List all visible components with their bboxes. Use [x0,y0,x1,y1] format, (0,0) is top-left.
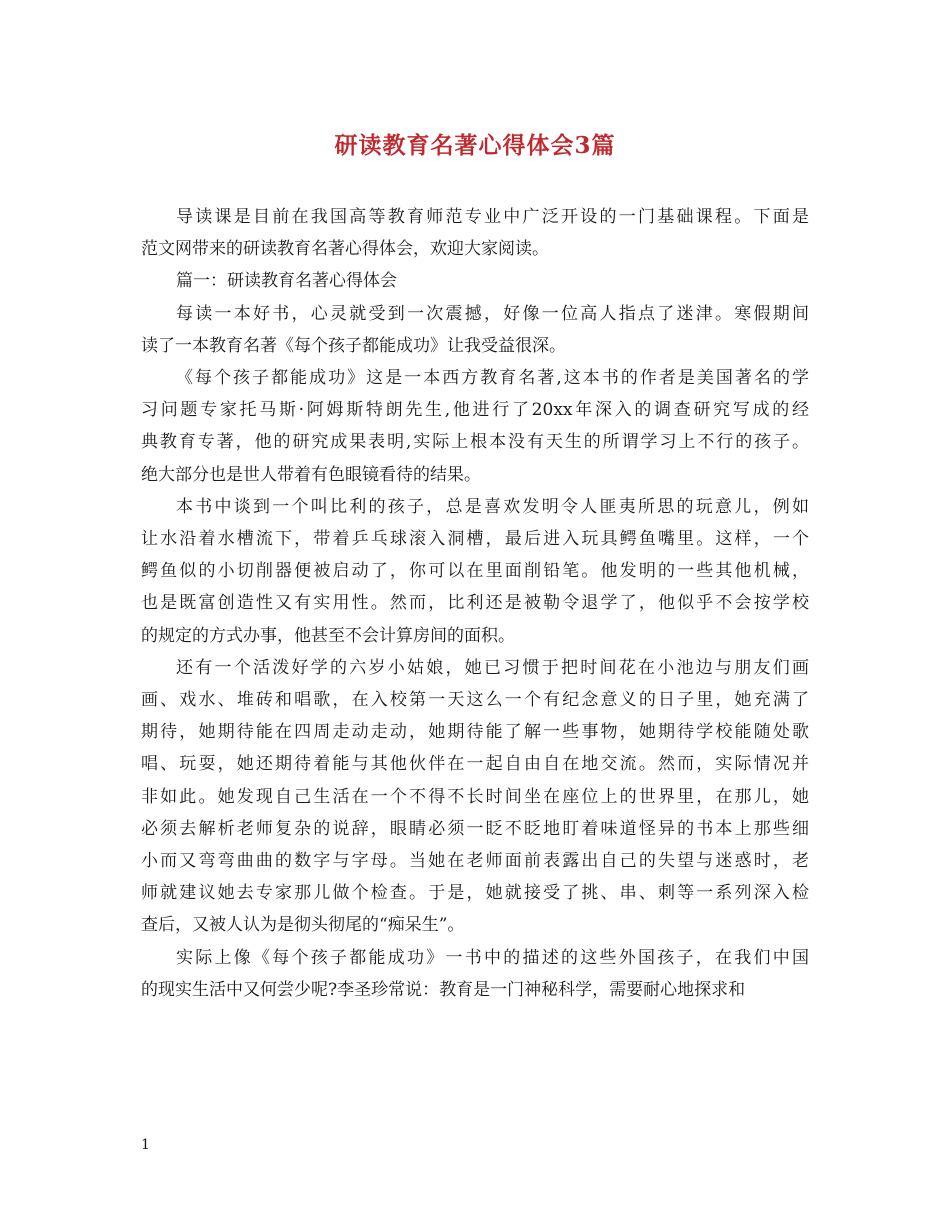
paragraph [141,265,809,297]
document-title: 研读教育名著心得体会3篇 [334,132,616,159]
paragraph-line: 的现实生活中又何尝少呢?李圣珍常说：教育是一门神秘科学，需要耐心地探求和 [141,979,746,1000]
paragraph [141,201,809,265]
paragraph-line: 绝大部分也是世人带着有色眼镜看待的结果。 [141,464,481,485]
paragraph-line: 师就建议她去专家那儿做个检查。于是，她就接受了挑、串、刺等一系列深入检 [141,883,809,904]
paragraph-line: 典教育专著，他的研究成果表明,实际上根本没有天生的所谓学习上不行的孩子。 [141,432,809,453]
paragraph-line: 也是既富创造性又有实用性。然而，比利还是被勒令退学了，他似乎不会按学校 [141,593,809,614]
paragraph-line: 《每个孩子都能成功》这是一本西方教育名著,这本书的作者是美国著名的学 [176,368,809,389]
paragraph [141,942,809,1006]
paragraph [141,652,809,942]
document-body [141,201,809,1006]
paragraph-line: 习问题专家托马斯·阿姆斯特朗先生,他进行了20xx年深入的调查研究写成的经 [141,400,809,421]
paragraph-line: 实际上像《每个孩子都能成功》一书中的描述的这些外国孩子，在我们中国 [176,947,809,968]
paragraph-line: 小而又弯弯曲曲的数字与字母。当她在老师面前表露出自己的失望与迷惑时，老 [141,851,809,872]
paragraph [141,491,809,652]
paragraph-line: 每读一本好书，心灵就受到一次震撼，好像一位高人指点了迷津。寒假期间 [176,303,809,324]
paragraph-line: 范文网带来的研读教育名著心得体会，欢迎大家阅读。 [141,239,549,260]
paragraph-line: 让水沿着水槽流下，带着乒乓球滚入洞槽，最后进入玩具鳄鱼嘴里。这样，一个 [141,529,809,550]
paragraph [141,298,809,362]
page-number: 1 [141,1137,150,1153]
paragraph-line: 非如此。她发现自己生活在一个不得不长时间坐在座位上的世界里，在那儿，她 [141,786,809,807]
paragraph-line: 必须去解析老师复杂的说辞，眼睛必须一眨不眨地盯着味道怪异的书本上那些细 [141,818,809,839]
paragraph-line: 画、戏水、堆砖和唱歌，在入校第一天这么一个有纪念意义的日子里，她充满了 [141,690,809,711]
paragraph-line: 本书中谈到一个叫比利的孩子，总是喜欢发明令人匪夷所思的玩意儿，例如 [176,496,809,517]
paragraph [141,362,809,491]
paragraph-line: 还有一个活泼好学的六岁小姑娘，她已习惯于把时间花在小池边与朋友们画 [176,657,809,678]
paragraph-line: 期待，她期待能在四周走动走动，她期待能了解一些事物，她期待学校能随处歌 [141,722,809,743]
paragraph-line: 查后，又被人认为是彻头彻尾的“痴呆生”。 [141,915,465,936]
paragraph-line: 读了一本教育名著《每个孩子都能成功》让我受益很深。 [141,335,566,356]
paragraph-line: 唱、玩耍，她还期待着能与其他伙伴在一起自由自在地交流。然而，实际情况并 [141,754,809,775]
paragraph-line: 导读课是目前在我国高等教育师范专业中广泛开设的一门基础课程。下面是 [176,207,809,227]
paragraph-line: 的规定的方式办事，他甚至不会计算房间的面积。 [141,625,515,646]
paragraph-line: 篇一：研读教育名著心得体会 [176,271,397,292]
paragraph-line: 鳄鱼似的小切削器便被启动了，你可以在里面削铅笔。他发明的一些其他机械， [141,561,809,582]
